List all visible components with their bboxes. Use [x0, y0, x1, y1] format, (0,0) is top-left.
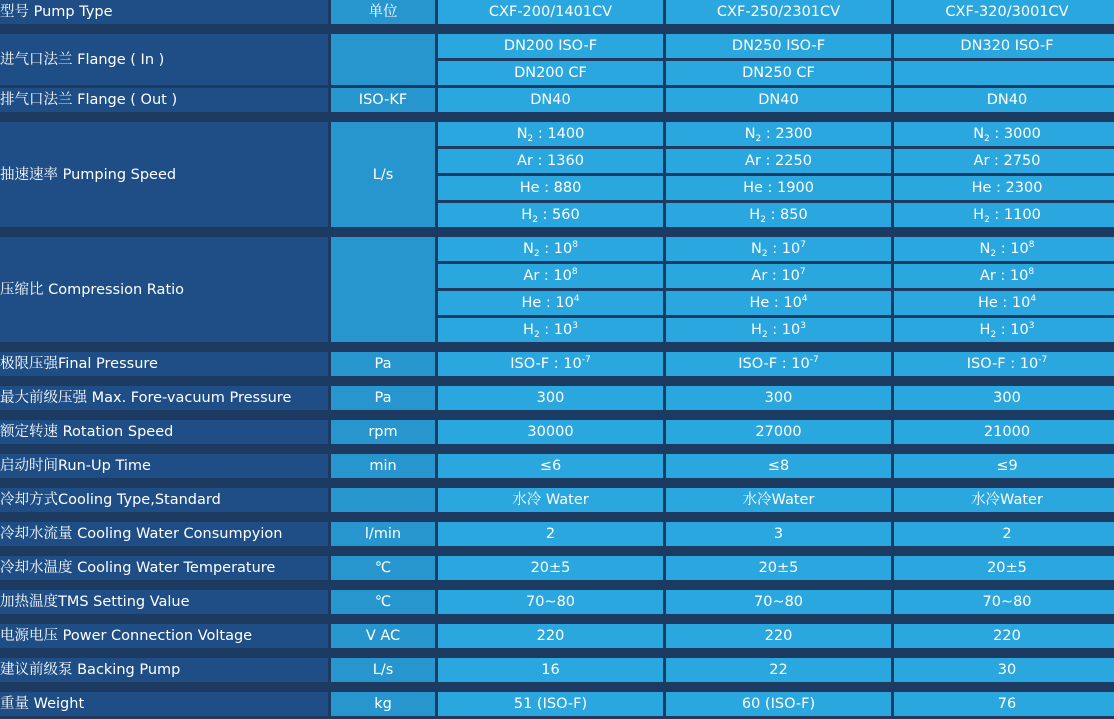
row-value: 21000: [894, 420, 1114, 444]
row-unit: min: [331, 454, 435, 478]
tms-setting-row: [0, 590, 1114, 614]
speed-label: 抽速速率 Pumping Speed: [0, 122, 328, 227]
row-value: 220: [894, 624, 1114, 648]
model-1: CXF-200/1401CV: [438, 0, 663, 24]
speed-row-1: [0, 122, 1114, 146]
row-value: 70~80: [438, 590, 663, 614]
row-unit: kg: [331, 692, 435, 716]
row-value: 76: [894, 692, 1114, 716]
compression-value: He : $10^4$: [894, 291, 1114, 315]
compression-value: $H_2$ : $10^3$: [666, 318, 891, 342]
row-value: 20±5: [438, 556, 663, 580]
row-unit: L/s: [331, 658, 435, 682]
inlet-unit: [331, 34, 435, 85]
fore-vacuum-row: [0, 386, 1114, 410]
inlet-value: DN200 CF: [438, 61, 663, 85]
row-unit: [331, 488, 435, 512]
header-label: 型号 Pump Type: [0, 0, 328, 24]
final-pressure-value: ISO-F : $10^{-7}$: [666, 352, 891, 376]
fore-vacuum-value: 300: [666, 386, 891, 410]
weight-row: [0, 692, 1114, 716]
compression-value: $H_2$ : $10^3$: [438, 318, 663, 342]
row-value: 水冷Water: [666, 488, 891, 512]
compression-value: He : $10^4$: [438, 291, 663, 315]
row-value: 22: [666, 658, 891, 682]
compression-value: $N_2$ : $10^7$: [666, 237, 891, 261]
final-pressure-value: ISO-F : $10^{-7}$: [894, 352, 1114, 376]
row-label: 重量 Weight: [0, 692, 328, 716]
header-unit: 单位: [331, 0, 435, 24]
inlet-value: DN320 ISO-F: [894, 34, 1114, 58]
speed-value: $N_2$ : 1400: [438, 122, 663, 146]
compression-label: 压缩比 Compression Ratio: [0, 237, 328, 342]
row-value: 3: [666, 522, 891, 546]
speed-value: Ar : 2750: [894, 149, 1114, 173]
row-unit: rpm: [331, 420, 435, 444]
speed-value: He : 880: [438, 176, 663, 200]
compression-value: He : $10^4$: [666, 291, 891, 315]
fore-vacuum-label: 最大前级压强 Max. Fore-vacuum Pressure: [0, 386, 328, 410]
cooling-water-consumption-row: [0, 522, 1114, 546]
row-label: 冷却水流量 Cooling Water Consumpyion: [0, 522, 328, 546]
final-pressure-row: [0, 352, 1114, 376]
outlet-value: DN40: [438, 88, 663, 112]
row-value: 水冷Water: [894, 488, 1114, 512]
backing-pump-row: [0, 658, 1114, 682]
run-up-time-row: [0, 454, 1114, 478]
row-value: 2: [894, 522, 1114, 546]
row-label: 电源电压 Power Connection Voltage: [0, 624, 328, 648]
row-value: 70~80: [894, 590, 1114, 614]
inlet-row-1: [0, 34, 1114, 58]
speed-value: $H_2$ : 560: [438, 203, 663, 227]
speed-value: $N_2$ : 2300: [666, 122, 891, 146]
row-value: 2: [438, 522, 663, 546]
speed-value: Ar : 1360: [438, 149, 663, 173]
speed-value: $H_2$ : 850: [666, 203, 891, 227]
fore-vacuum-value: 300: [894, 386, 1114, 410]
row-value: ≤9: [894, 454, 1114, 478]
power-voltage-row: [0, 624, 1114, 648]
inlet-label: 进气口法兰 Flange ( In ): [0, 34, 328, 85]
compression-row-1: [0, 237, 1114, 261]
inlet-value: DN200 ISO-F: [438, 34, 663, 58]
row-value: 220: [666, 624, 891, 648]
row-unit: l/min: [331, 522, 435, 546]
compression-value: $N_2$ : $10^8$: [438, 237, 663, 261]
speed-value: $H_2$ : 1100: [894, 203, 1114, 227]
outlet-unit: ISO-KF: [331, 88, 435, 112]
row-value: 60 (ISO-F): [666, 692, 891, 716]
final-pressure-value: ISO-F : $10^{-7}$: [438, 352, 663, 376]
row-label: 额定转速 Rotation Speed: [0, 420, 328, 444]
row-value: 水冷 Water: [438, 488, 663, 512]
outlet-value: DN40: [894, 88, 1114, 112]
row-value: 220: [438, 624, 663, 648]
inlet-value: DN250 CF: [666, 61, 891, 85]
row-value: 20±5: [894, 556, 1114, 580]
row-label: 建议前级泵 Backing Pump: [0, 658, 328, 682]
inlet-value: DN250 ISO-F: [666, 34, 891, 58]
row-value: 27000: [666, 420, 891, 444]
fore-vacuum-value: 300: [438, 386, 663, 410]
inlet-value: [894, 61, 1114, 85]
row-value: ≤6: [438, 454, 663, 478]
row-label: 启动时间Run-Up Time: [0, 454, 328, 478]
model-3: CXF-320/3001CV: [894, 0, 1114, 24]
compression-value: Ar : $10^7$: [666, 264, 891, 288]
row-value: 20±5: [666, 556, 891, 580]
row-value: 51 (ISO-F): [438, 692, 663, 716]
speed-value: Ar : 2250: [666, 149, 891, 173]
outlet-value: DN40: [666, 88, 891, 112]
compression-value: Ar : $10^8$: [438, 264, 663, 288]
row-value: 70~80: [666, 590, 891, 614]
model-2: CXF-250/2301CV: [666, 0, 891, 24]
compression-value: $N_2$ : $10^8$: [894, 237, 1114, 261]
compression-unit: [331, 237, 435, 342]
row-label: 冷却水温度 Cooling Water Temperature: [0, 556, 328, 580]
row-value: 30000: [438, 420, 663, 444]
row-value: 16: [438, 658, 663, 682]
compression-value: $H_2$ : $10^3$: [894, 318, 1114, 342]
speed-value: $N_2$ : 3000: [894, 122, 1114, 146]
outlet-row: [0, 88, 1114, 112]
cooling-type-row: [0, 488, 1114, 512]
speed-value: He : 2300: [894, 176, 1114, 200]
header-row: [0, 0, 1114, 24]
row-unit: ℃: [331, 556, 435, 580]
rotation-speed-row: [0, 420, 1114, 444]
row-value: ≤8: [666, 454, 891, 478]
row-label: 冷却方式Cooling Type,Standard: [0, 488, 328, 512]
row-unit: ℃: [331, 590, 435, 614]
row-label: 加热温度TMS Setting Value: [0, 590, 328, 614]
fore-vacuum-unit: Pa: [331, 386, 435, 410]
final-pressure-label: 极限压强Final Pressure: [0, 352, 328, 376]
compression-value: Ar : $10^8$: [894, 264, 1114, 288]
speed-unit: L/s: [331, 122, 435, 227]
speed-value: He : 1900: [666, 176, 891, 200]
row-value: 30: [894, 658, 1114, 682]
final-pressure-unit: Pa: [331, 352, 435, 376]
cooling-water-temperature-row: [0, 556, 1114, 580]
row-unit: V AC: [331, 624, 435, 648]
outlet-label: 排气口法兰 Flange ( Out ): [0, 88, 328, 112]
